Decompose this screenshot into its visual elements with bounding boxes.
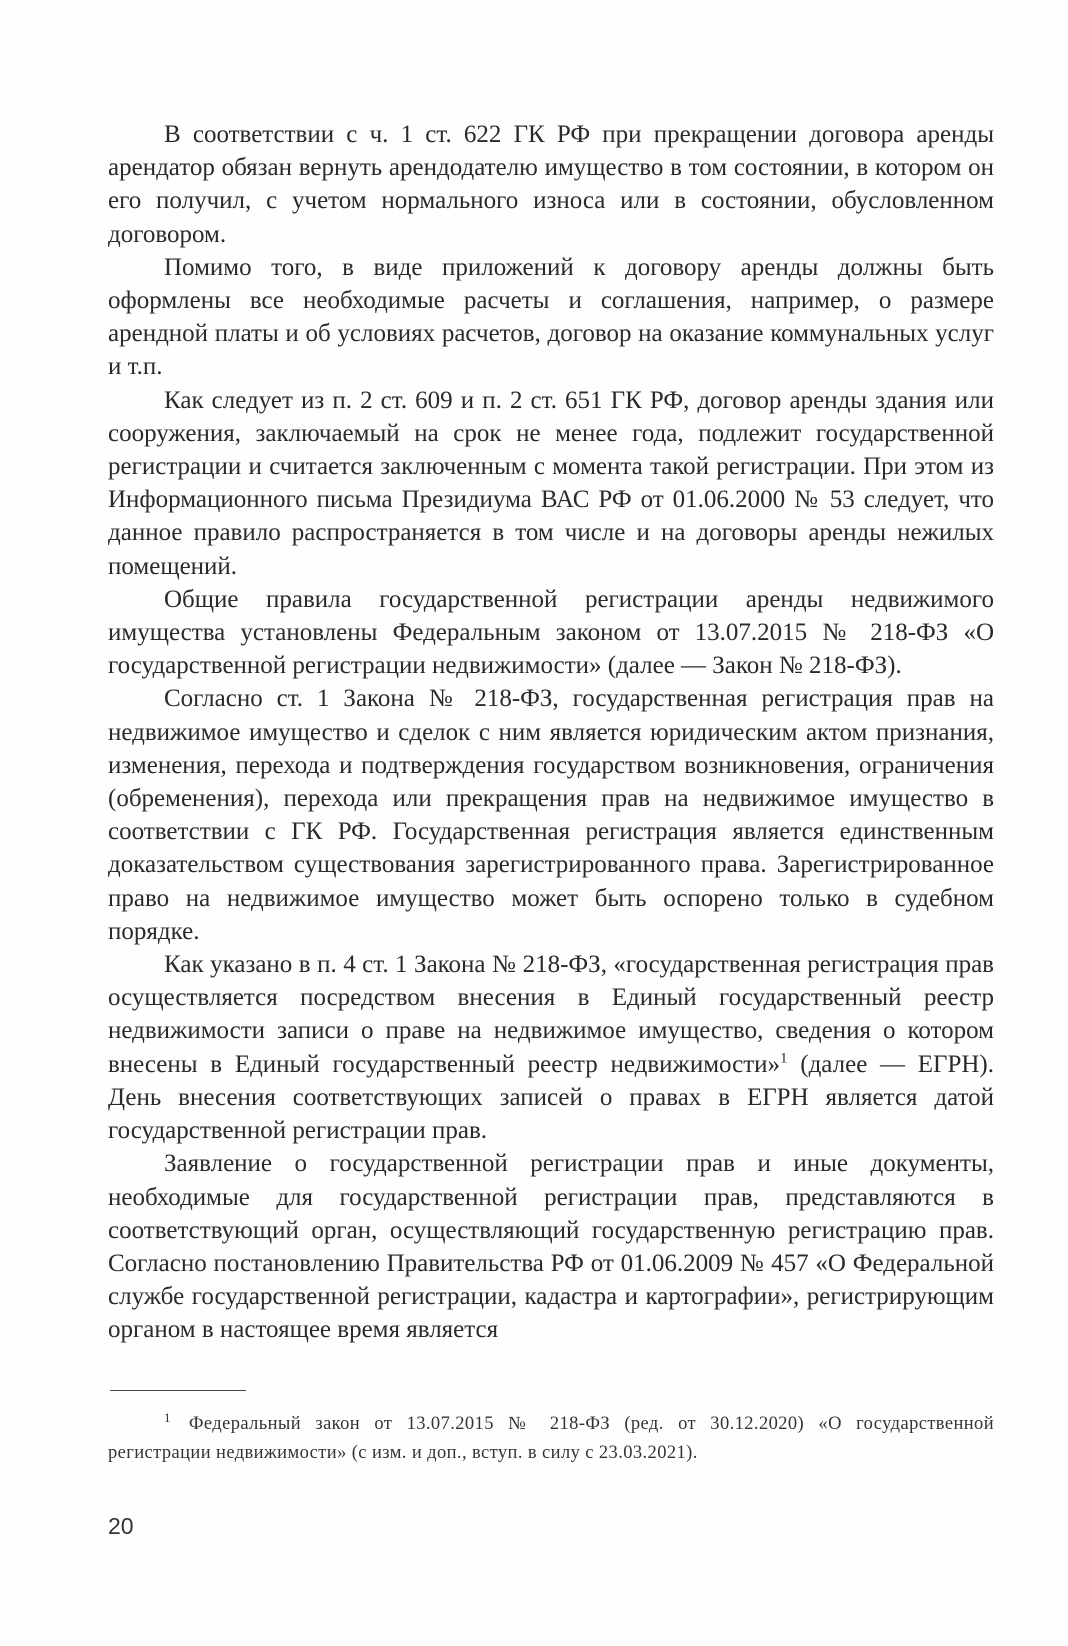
footnote — [108, 1410, 994, 1468]
paragraph-3: Как следует из п. 2 ст. 609 и п. 2 ст. 651 ГК РФ, договор аренды здания или сооружения, заключаемый на срок не менее года, подлежит государственной регистрации и считается заключенным с момента такой регистрации. При этом из Информационного письма Президиума ВАС РФ от 01.06.2000 № 53 следует, что данное правило распространяется в том числе и на договоры аренды нежилых помещений. — [108, 386, 994, 580]
footnote-text: Федеральный закон от 13.07.2015 № 218-ФЗ (ред. от 30.12.2020) «О государственной регистрации недвижимости» (с изм. и доп., вступ. в силу с 23.03.2021). — [108, 1414, 994, 1463]
footnote-mark: 1 — [164, 1409, 171, 1425]
main-text — [108, 118, 994, 1347]
footnote-reference: 1 — [780, 1050, 788, 1067]
paragraph-6-text-start: Как указано в п. 4 ст. 1 Закона № 218-ФЗ, «государственная регистрация прав осуществляется посредством внесения в Единый государственный реестр недвижимости записи о праве на недвижимое имущество, сведения о котором внесены в Единый государственный реестр недвижимости» — [108, 951, 994, 1078]
paragraph-2: Помимо того, в виде приложений к договору аренды должны быть оформлены все необходимые расчеты и соглашения, например, о размере арендной платы и об условиях расчетов, договор на оказание коммунальных услуг и т.п. — [108, 253, 994, 381]
footnote-separator — [110, 1390, 246, 1391]
paragraph-4: Общие правила государственной регистрации аренды недвижимого имущества установлены Федеральным законом от 13.07.2015 № 218-ФЗ «О государственной регистрации недвижимости» (далее — Закон № 218-ФЗ). — [108, 585, 994, 680]
page-number: 20 — [108, 1513, 134, 1539]
paragraph-6-text-end: (далее — ЕГРН). День внесения соответствующих записей о правах в ЕГРН является датой государственной регистрации прав. — [108, 1050, 994, 1145]
paragraph-1: В соответствии с ч. 1 ст. 622 ГК РФ при прекращении договора аренды арендатор обязан вернуть арендодателю имущество в том состоянии, в котором он его получил, с учетом нормального износа или в состоянии, обусловленном договором. — [108, 121, 994, 248]
paragraph-7: Заявление о государственной регистрации прав и иные документы, необходимые для государственной регистрации прав, представляются в соответствующий орган, осуществляющий государственную регистрацию прав. Согласно постановлению Правительства РФ от 01.06.2009 № 457 «О Федеральной службе государственной регистрации, кадастра и картографии», регистрирующим органом в настоящее время является — [108, 1150, 994, 1344]
paragraph-5: Согласно ст. 1 Закона № 218-ФЗ, государственная регистрация прав на недвижимое имущество и сделок с ним является юридическим актом признания, изменения, перехода и подтверждения государством возникновения, ограничения (обременения), перехода или прекращения прав на недвижимое имущество в соответствии с ГК РФ. Государственная регистрация является единственным доказательством существования зарегистрированного права. Зарегистрированное право на недвижимое имущество может быть оспорено только в судебном порядке. — [108, 685, 994, 945]
paragraph-6 — [108, 948, 994, 1147]
